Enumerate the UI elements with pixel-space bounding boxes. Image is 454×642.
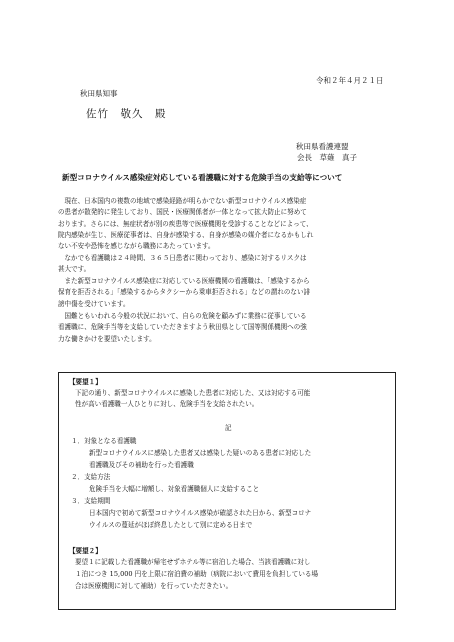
request-2-line: 要望１に記載した看護職が帰宅せずホテル等に宿泊した場合、当該看護職に対し bbox=[75, 558, 311, 566]
letter-title: 新型コロナウイルス感染症対応している看護職に対する危険手当の支給等について bbox=[62, 173, 343, 182]
item-1-line: 看護職及びその補助を行った看護職 bbox=[89, 461, 194, 469]
body-paragraph-2 bbox=[58, 253, 394, 276]
request-1-line: 下記の通り、新型コロナウイルスに感染した患者に対応した、又は対応する可能 bbox=[75, 389, 311, 397]
body-line: 院内感染が生じ、医療従事者は、自身が感染する、自身が感染の媒介者になるかもしれ bbox=[58, 230, 314, 239]
body-line: また新型コロナウイルス感染症に対応している医療機関の看護職は、「感染するから bbox=[64, 277, 310, 285]
request-1-line: 性が高い看護職一人ひとりに対し、危険手当を支給されたい。 bbox=[75, 400, 259, 408]
request-2-line: １泊につき 15,000 円を上限に宿泊費の補助（病院において費用を負担している場 bbox=[75, 570, 318, 578]
item-1-label: １．対象となる看護職 bbox=[71, 437, 137, 445]
body-line: 保育を拒否される」「感染するからタクシーから乗車拒否される」などの謂れのない誹 bbox=[58, 288, 311, 297]
body-line: おります。さらには、無症状者が別の疾患等で医療機関を受診することなどによって、 bbox=[58, 219, 313, 228]
body-paragraph-1 bbox=[58, 196, 394, 252]
body-line: 現在、日本国内の複数の地域で感染経路が明らかでない新型コロナウイルス感染症 bbox=[64, 197, 307, 205]
request-2-heading: 【要望２】 bbox=[69, 547, 102, 555]
body-line: なかでも看護職は２４時間、３６５日患者に関わっており、感染に対するリスクは bbox=[64, 254, 307, 262]
body-line: 力な働きかけを要望いたします。 bbox=[58, 334, 156, 343]
body-line: 国難ともいわれる今般の状況において、自らの危険を顧みずに業務に従事している bbox=[64, 312, 307, 320]
body-paragraph-3 bbox=[58, 276, 394, 310]
letter-date: 令和２年４月２１日 bbox=[316, 76, 384, 85]
ki-label: 記 bbox=[225, 424, 232, 432]
item-2-label: ２．支給方法 bbox=[71, 473, 111, 481]
body-paragraph-4 bbox=[58, 311, 394, 345]
item-2-line: 危険手当を大幅に増額し、対象看護職個人に支給すること bbox=[89, 485, 260, 493]
item-1-line: 新型コロナウイルスに感染した患者又は感染した疑いのある患者に対応した bbox=[89, 449, 312, 457]
body-line: の患者が散発的に発生しており、国民・医療関係者が一体となって拡大防止に努めて bbox=[58, 208, 307, 217]
body-line: 甚大です。 bbox=[58, 265, 91, 274]
item-3-label: ３．支給期間 bbox=[71, 497, 111, 505]
recipient-name: 佐竹 敬久 殿 bbox=[86, 108, 167, 120]
body-line: 看護職に、危険手当等を支給していただきますよう秋田県として国等関係機関への強 bbox=[58, 323, 307, 332]
sender-organization: 秋田県看護連盟 bbox=[296, 142, 349, 151]
body-line: 謗中傷を受けています。 bbox=[58, 299, 130, 308]
item-3-line: 日本国内で初めて新型コロナウイルス感染が確認された日から、新型コロナ bbox=[89, 509, 312, 517]
sender-name: 会長 草薙 真子 bbox=[297, 153, 357, 162]
request-2-line: 合は医療機関に対して補助）を行っていただきたい。 bbox=[75, 582, 233, 590]
item-3-line: ウイルスの蔓延がほぼ終息したとして別に定める日まで bbox=[89, 521, 253, 529]
body-line: ない不安や恐怖を感じながら職務にあたっています。 bbox=[58, 242, 215, 251]
request-1-heading: 【要望１】 bbox=[69, 378, 102, 386]
recipient-office: 秋田県知事 bbox=[80, 89, 118, 98]
requests-box bbox=[58, 372, 396, 610]
